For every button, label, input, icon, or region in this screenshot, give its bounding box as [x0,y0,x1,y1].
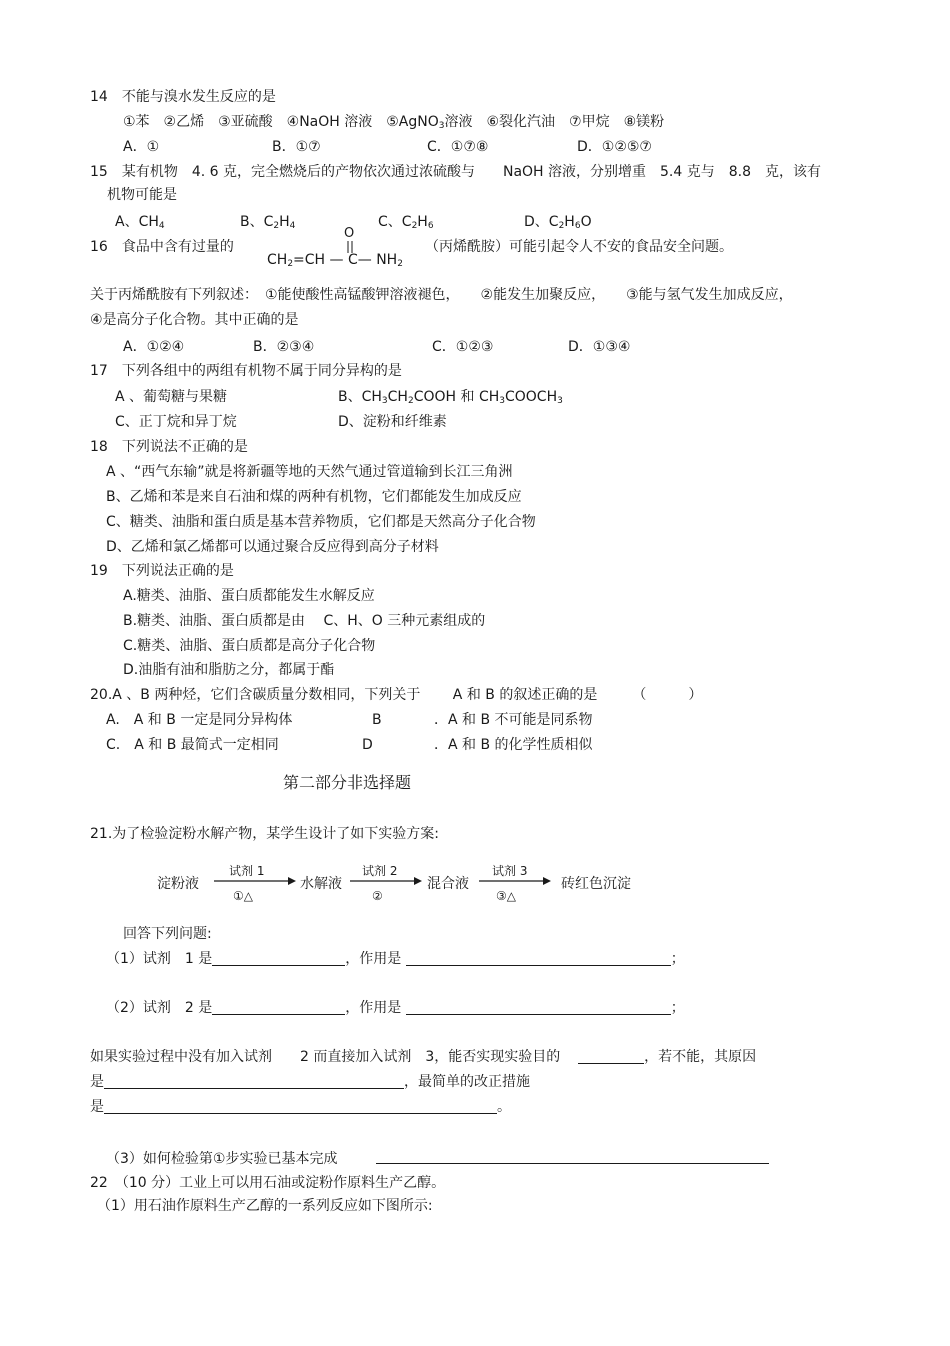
q19-option-c: C.糖类、油脂、蛋白质都是高分子化合物 [123,638,376,654]
q14-items: ①苯 ②乙烯 ③亚硫酸 ④NaOH 溶液 ⑤AgNO$_3$溶液 ⑥裂化汽油 ⑦甲烷 ⑧镁粉 [123,114,665,131]
reagent-1-blank[interactable] [212,951,345,966]
q17-stem: 17 下列各组中的两组有机物不属于同分异构的是 [90,363,402,379]
q17-option-c: C、正丁烷和异丁烷 [115,414,237,430]
q17-option-d: D、淀粉和纤维素 [338,414,447,430]
q18-option-d: D、乙烯和氯乙烯都可以通过聚合反应得到高分子材料 [106,539,439,555]
q16-option-b: B．②③④ [253,339,315,355]
q16-line2: 关于丙烯酰胺有下列叙述： ①能使酸性高锰酸钾溶液褪色， ②能发生加聚反应， ③能与氢气发生加成反应， [90,287,793,303]
section-title: 第二部分非选择题 [283,773,412,792]
q21-part2-line3: 是 ，最简单的改正措施 [90,1074,530,1090]
flow-condition-3: ③△ [496,889,516,903]
reason-blank[interactable] [104,1074,404,1089]
q19-option-d: D.油脂有油和脂肪之分，都属于酯 [123,662,335,678]
q18-stem: 18 下列说法不正确的是 [90,439,248,455]
q18-option-b: B、乙烯和苯是来自石油和煤的两种有机物，它们都能发生加成反应 [106,489,522,505]
q16-stem: 16 食品中含有过量的 [90,239,234,255]
flow-node-brick-red-precipitate: 砖红色沉淀 [561,876,631,892]
q19-stem: 19 下列说法正确的是 [90,563,234,579]
q20-option-d: ．A 和 B 的化学性质相似 [434,737,593,753]
reagent-2-blank[interactable] [212,1000,345,1015]
q20-option-b: ．A 和 B 不可能是同系物 [434,712,593,728]
correction-blank[interactable] [104,1099,497,1114]
flow-reagent-1: 试剂 1 [229,864,265,878]
can-achieve-blank[interactable] [578,1049,644,1064]
flow-arrow-3 [479,876,551,886]
q21-part3: （3）如何检验第①步实验已基本完成 [106,1151,338,1167]
q18-option-c: C、糖类、油脂和蛋白质是基本营养物质，它们都是天然高分子化合物 [106,514,536,530]
q22-line2: （1）用石油作原料生产乙醇的一系列反应如下图所示: [97,1198,433,1214]
acrylamide-formula: $CH_2=CH$ — C— $NH_2$ [267,252,403,269]
flow-reagent-2: 试剂 2 [362,864,398,878]
q15-stem: 15 某有机物 4. 6 克，完全燃烧后的产物依次通过浓硫酸与 NaOH 溶液，分别增重 5.4 克与 8.8 克，该有 [90,164,822,180]
q18-option-a: A 、“西气东输”就是将新疆等地的天然气通过管道输到长江三角洲 [106,464,513,480]
flow-reagent-3: 试剂 3 [492,864,528,878]
flow-condition-2: ② [372,889,383,903]
q21-part2: （2）试剂 2 是 ，作用是 ； [106,1000,685,1016]
answer-prompt: 回答下列问题: [123,926,212,942]
q14-option-b: B．①⑦ [272,139,321,155]
q20-option-c: C. A 和 B 最简式一定相同 [106,737,279,753]
flow-condition-1: ①△ [233,889,253,903]
q16-line3: ④是高分子化合物。其中正确的是 [90,312,299,328]
q15-stem-line2: 机物可能是 [107,187,177,203]
acrylamide-oxygen: O [344,226,355,241]
q19-option-a: A.糖类、油脂、蛋白质都能发生水解反应 [123,588,375,604]
q17-option-a: A 、葡萄糖与果糖 [115,389,228,405]
step1-check-blank[interactable] [376,1149,769,1164]
q14-option-d: D．①②⑤⑦ [577,139,652,155]
q17-option-b: B、$CH_3CH_2COOH$ 和 $CH_3COOCH_3$ [338,389,563,406]
flow-node-starch-solution: 淀粉液 [157,876,199,892]
q15-option-c: C、$C_2H_6$ [378,214,434,231]
q15-option-b: B、$C_2H_4$ [240,214,296,231]
q21-part2-line2: 如果实验过程中没有加入试剂 2 而直接加入试剂 3，能否实现实验目的 ，若不能，其原因 [90,1049,757,1065]
reagent-2-purpose-blank[interactable] [406,1000,671,1015]
q20-option-a: A. A 和 B 一定是同分异构体 [106,712,293,728]
q20-option-d-letter: D [362,737,373,753]
flow-arrow-2 [350,876,422,886]
q21-stem: 21.为了检验淀粉水解产物，某学生设计了如下实验方案: [90,826,439,842]
q20-stem: 20.A 、B 两种烃，它们含碳质量分数相同，下列关于 A 和 B 的叙述正确的是 （ ） [90,687,703,703]
q15-option-d: D、$C_2H_6O$ [524,214,592,231]
q21-part1: （1）试剂 1 是 ，作用是 ； [106,951,685,967]
q14-stem: 14 不能与溴水发生反应的是 [90,89,276,105]
q16-option-c: C．①②③ [432,339,494,355]
q20-option-b-letter: B [372,712,382,728]
q16-option-a: A．①②④ [123,339,185,355]
flow-node-hydrolysate: 水解液 [300,876,342,892]
reagent-1-purpose-blank[interactable] [406,951,671,966]
q14-option-c: C．①⑦⑧ [427,139,489,155]
q19-option-b: B.糖类、油脂、蛋白质都是由 C、H、O 三种元素组成的 [123,613,486,629]
q16-stem-tail: （丙烯酰胺）可能引起令人不安的食品安全问题。 [425,239,733,255]
q15-option-a: A、$CH_4$ [115,214,165,231]
q16-option-d: D．①③④ [568,339,631,355]
q22-stem: 22 （10 分）工业上可以用石油或淀粉作原料生产乙醇。 [90,1175,446,1191]
flow-node-mixture: 混合液 [427,876,469,892]
flow-arrow-1 [214,876,296,886]
q21-part2-line4: 是 。 [90,1099,511,1115]
q14-option-a: A．① [123,139,160,155]
